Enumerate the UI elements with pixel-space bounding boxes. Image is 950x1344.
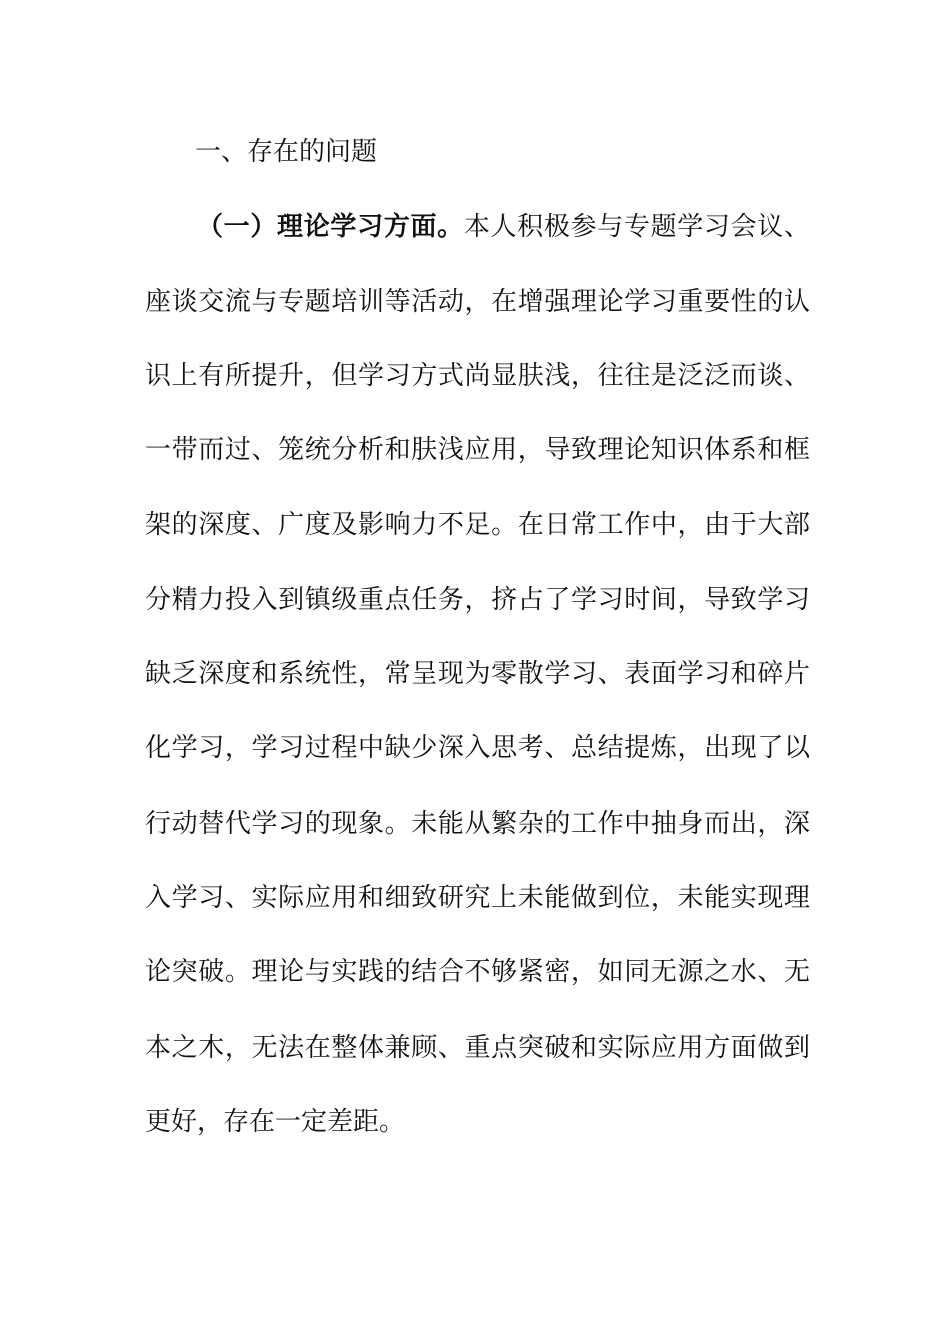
- paragraph-line: 入学习、实际应用和细致研究上未能做到位，未能实现理: [145, 883, 810, 913]
- paragraph-line: 本之木，无法在整体兼顾、重点突破和实际应用方面做到: [145, 1033, 810, 1063]
- paragraph-line: 行动替代学习的现象。未能从繁杂的工作中抽身而出，深: [145, 809, 810, 839]
- paragraph-line: 论突破。理论与实践的结合不够紧密，如同无源之水、无: [145, 957, 810, 987]
- paragraph-last-line: 更好，存在一定差距。: [145, 1107, 406, 1137]
- subsection-heading: （一）理论学习方面。: [197, 212, 464, 242]
- paragraph-text: 本人积极参与专题学习会议、: [463, 212, 810, 242]
- paragraph-line: 化学习，学习过程中缺少深入思考、总结提炼，出现了以: [145, 733, 810, 763]
- paragraph-line: 架的深度、广度及影响力不足。在日常工作中，由于大部: [145, 510, 810, 540]
- paragraph-line: 识上有所提升，但学习方式尚显肤浅，往往是泛泛而谈、: [145, 361, 810, 391]
- section-heading: 一、存在的问题: [195, 137, 378, 167]
- paragraph-line: 一带而过、笼统分析和肤浅应用，导致理论知识体系和框: [145, 435, 810, 465]
- paragraph-line: 缺乏深度和系统性，常呈现为零散学习、表面学习和碎片: [145, 659, 810, 689]
- paragraph-line: 分精力投入到镇级重点任务，挤占了学习时间，导致学习: [145, 585, 810, 615]
- paragraph-first-line: [197, 209, 810, 245]
- paragraph-line: 座谈交流与专题培训等活动，在增强理论学习重要性的认: [145, 287, 810, 317]
